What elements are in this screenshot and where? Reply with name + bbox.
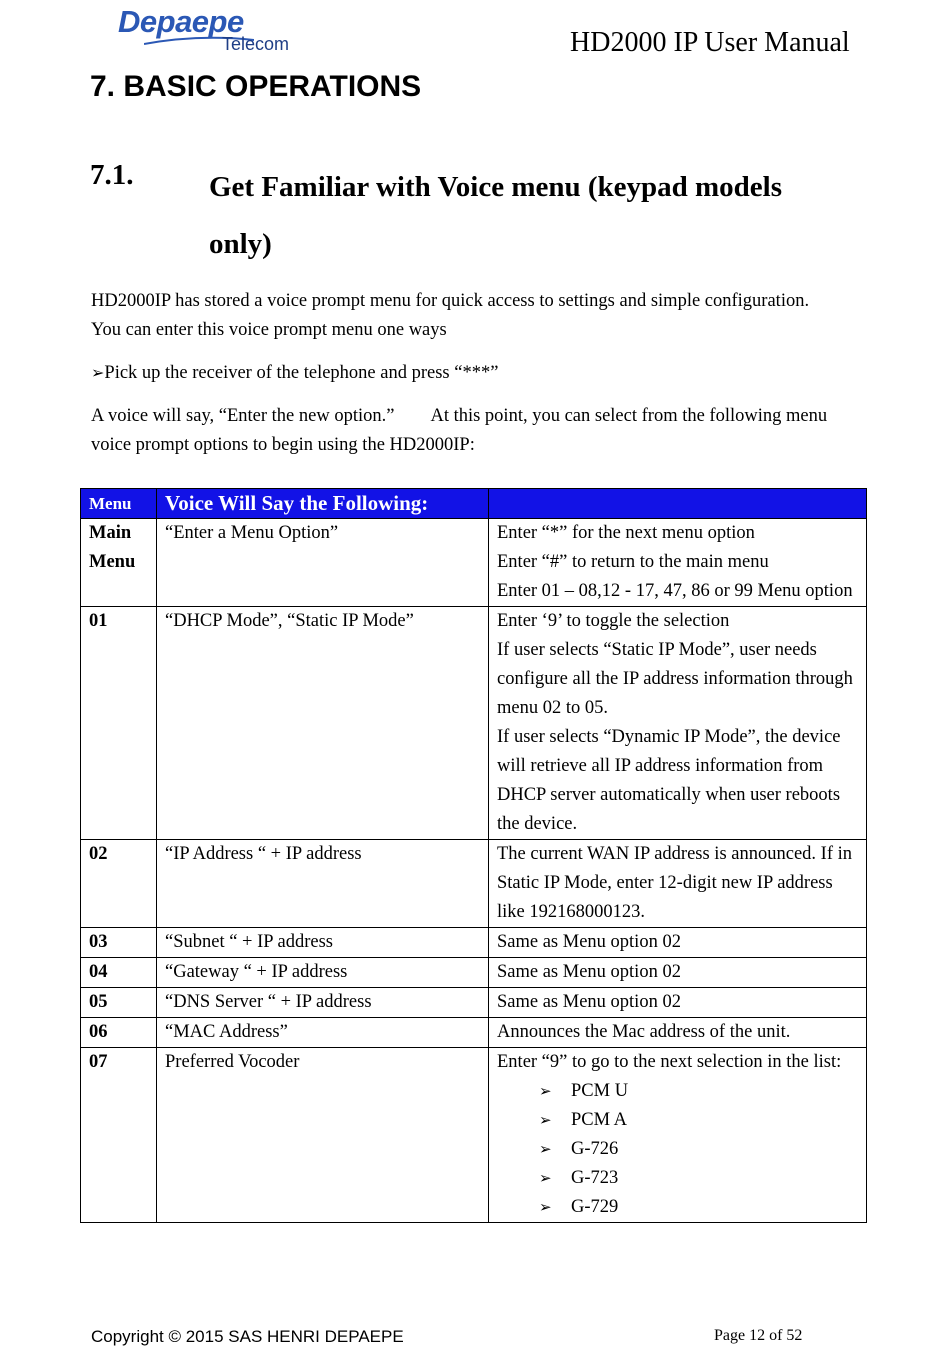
- arrow-bullet-icon: ➢: [539, 1111, 552, 1129]
- desc-line: Enter “9” to go to the next selection in the list:: [497, 1052, 842, 1072]
- menu-code: Main Menu: [81, 519, 157, 607]
- menu-description: Same as Menu option 02: [489, 958, 867, 988]
- voice-says: “DHCP Mode”, “Static IP Mode”: [157, 607, 489, 840]
- table-header-row: [81, 489, 867, 519]
- menu-description: Announces the Mac address of the unit.: [489, 1018, 867, 1048]
- section-heading: 7. BASIC OPERATIONS: [90, 70, 422, 103]
- footer-copyright: Copyright © 2015 SAS HENRI DEPAEPE: [91, 1327, 404, 1346]
- logo-wordmark: Depaepe: [118, 4, 244, 39]
- instruction-bullet: [91, 358, 498, 388]
- vocoder-option: [497, 1106, 858, 1135]
- table-row: [81, 988, 867, 1018]
- menu-description: [489, 519, 867, 607]
- logo-subtitle: Telecom: [222, 34, 290, 54]
- menu-description: [489, 607, 867, 840]
- menu-code: 03: [81, 928, 157, 958]
- header-desc: [489, 489, 867, 519]
- intro-line-1: HD2000IP has stored a voice prompt menu for quick access to settings and simple configuration.: [91, 291, 810, 311]
- menu-code: 04: [81, 958, 157, 988]
- vocoder-option: [497, 1135, 858, 1164]
- table-row: [81, 1018, 867, 1048]
- vocoder-option: [497, 1193, 858, 1222]
- arrow-bullet-icon: ➢: [539, 1198, 552, 1216]
- vocoder-option-label: G-729: [571, 1197, 619, 1217]
- voice-says: “Gateway “ + IP address: [157, 958, 489, 988]
- arrow-bullet-icon: ➢: [91, 363, 105, 382]
- intro-line-2: You can enter this voice prompt menu one ways: [91, 320, 447, 340]
- desc-line: Enter 01 – 08,12 - 17, 47, 86 or 99 Menu option: [497, 581, 853, 601]
- prompt-paragraph: [91, 402, 881, 460]
- header-voice: Voice Will Say the Following:: [157, 489, 489, 519]
- arrow-bullet-icon: ➢: [539, 1082, 552, 1100]
- menu-description: Same as Menu option 02: [489, 988, 867, 1018]
- desc-line: If user selects “Static IP Mode”, user needs configure all the IP address information through menu 02 to 05.: [497, 640, 853, 718]
- voice-menu-table: [80, 488, 867, 1223]
- menu-description: [489, 1048, 867, 1223]
- desc-line: Enter “#” to return to the main menu: [497, 552, 769, 572]
- voice-says: “IP Address “ + IP address: [157, 840, 489, 928]
- vocoder-option-label: PCM U: [571, 1081, 629, 1101]
- table-row: [81, 928, 867, 958]
- menu-code: 01: [81, 607, 157, 840]
- table-row: [81, 519, 867, 607]
- voice-says: “Enter a Menu Option”: [157, 519, 489, 607]
- table-row: [81, 840, 867, 928]
- prompt-line-2: voice prompt options to begin using the HD2000IP:: [91, 435, 475, 455]
- manual-title: HD2000 IP User Manual: [570, 27, 850, 58]
- menu-code: 07: [81, 1048, 157, 1223]
- menu-code: 05: [81, 988, 157, 1018]
- depaepe-telecom-logo: [118, 4, 308, 54]
- voice-says: Preferred Vocoder: [157, 1048, 489, 1223]
- prompt-continuation: At this point, you can select from the following menu: [430, 406, 828, 426]
- menu-description: [489, 840, 867, 928]
- menu-code: 02: [81, 840, 157, 928]
- desc-line: The current WAN IP address is announced. If in Static IP Mode, enter 12-digit new IP address like 192168000123.: [497, 844, 852, 922]
- arrow-bullet-icon: ➢: [539, 1169, 552, 1187]
- intro-paragraph: [91, 287, 881, 345]
- vocoder-option-label: G-723: [571, 1168, 619, 1188]
- vocoder-option: [497, 1164, 858, 1193]
- subsection-title: Get Familiar with Voice menu (keypad models only): [209, 171, 783, 260]
- menu-code: 06: [81, 1018, 157, 1048]
- instruction-text: Pick up the receiver of the telephone and press “***”: [104, 363, 499, 383]
- arrow-bullet-icon: ➢: [539, 1140, 552, 1158]
- voice-says: “DNS Server “ + IP address: [157, 988, 489, 1018]
- vocoder-option: [497, 1077, 858, 1106]
- prompt-quote: A voice will say, “Enter the new option.”: [91, 406, 395, 426]
- vocoder-option-label: PCM A: [571, 1110, 628, 1130]
- menu-description: Same as Menu option 02: [489, 928, 867, 958]
- subsection-number: 7.1.: [90, 159, 134, 191]
- desc-line: Enter “*” for the next menu option: [497, 523, 755, 543]
- table-row: [81, 607, 867, 840]
- voice-says: “MAC Address”: [157, 1018, 489, 1048]
- table-row: [81, 1048, 867, 1223]
- voice-says: “Subnet “ + IP address: [157, 928, 489, 958]
- vocoder-option-label: G-726: [571, 1139, 619, 1159]
- desc-line: If user selects “Dynamic IP Mode”, the device will retrieve all IP address information from DHCP server automatically when user reboots the device.: [497, 727, 841, 834]
- table-row: [81, 958, 867, 988]
- desc-line: Enter ‘9’ to toggle the selection: [497, 611, 730, 631]
- footer-page-number: Page 12 of 52: [714, 1327, 803, 1344]
- header-menu: Menu: [81, 489, 157, 519]
